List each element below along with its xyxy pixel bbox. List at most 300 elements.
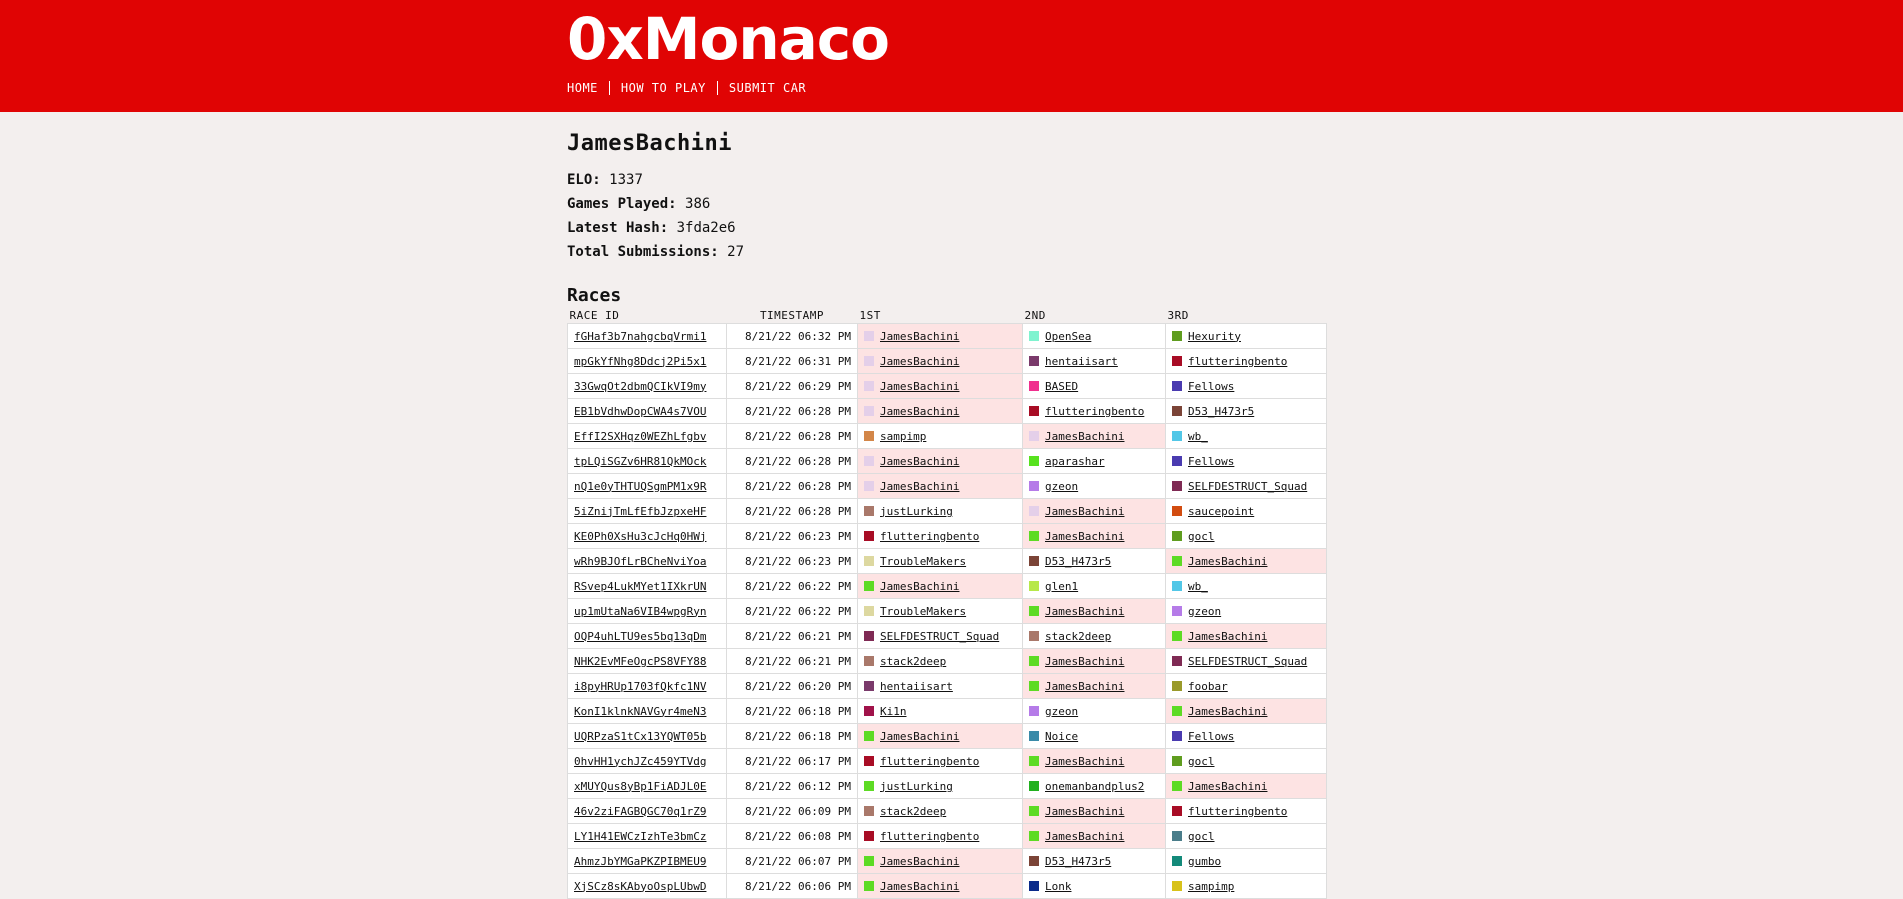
table-row xyxy=(568,624,1327,649)
player-link[interactable]: stack2deep xyxy=(880,804,947,818)
player-link[interactable]: BASED xyxy=(1045,379,1079,393)
place-first-cell xyxy=(858,874,1023,899)
player-link[interactable]: JamesBachini xyxy=(880,479,960,493)
place-first-cell xyxy=(858,324,1023,349)
table-row xyxy=(568,349,1327,374)
place-third-cell xyxy=(1166,799,1327,824)
player-link[interactable]: gocl xyxy=(1188,529,1215,543)
car-color-swatch xyxy=(1029,831,1039,841)
player-link[interactable]: JamesBachini xyxy=(880,579,960,593)
place-first-cell xyxy=(858,474,1023,499)
place-second-cell xyxy=(1023,324,1166,349)
races-table-body xyxy=(568,324,1327,899)
place-first-cell xyxy=(858,574,1023,599)
race-timestamp: 8/21/22 06:20 PM xyxy=(727,674,858,699)
stat-value: 1337 xyxy=(609,172,643,188)
place-first-cell xyxy=(858,674,1023,699)
place-first-cell xyxy=(858,824,1023,849)
car-color-swatch xyxy=(1172,706,1182,716)
player-link[interactable]: onemanbandplus2 xyxy=(1045,779,1145,793)
player-link[interactable]: flutteringbento xyxy=(1188,354,1288,368)
table-row xyxy=(568,399,1327,424)
car-color-swatch xyxy=(1172,606,1182,616)
place-second-cell xyxy=(1023,724,1166,749)
race-id-link[interactable]: 0hvHH1ychJZc459YTVdg xyxy=(574,754,707,768)
place-first-cell xyxy=(858,499,1023,524)
race-id-link[interactable]: XjSCz8sKAbyoOspLUbwD xyxy=(574,879,707,893)
place-second-cell xyxy=(1023,799,1166,824)
table-row xyxy=(568,799,1327,824)
race-id-link[interactable]: KE0Ph0XsHu3cJcHq0HWj xyxy=(574,529,707,543)
player-link[interactable]: OpenSea xyxy=(1045,329,1092,343)
car-color-swatch xyxy=(1029,631,1039,641)
nav-home-link[interactable]: HOME xyxy=(567,81,598,95)
car-color-swatch xyxy=(1172,756,1182,766)
car-color-swatch xyxy=(1172,331,1182,341)
player-link[interactable]: Noice xyxy=(1045,729,1079,743)
place-second-cell xyxy=(1023,474,1166,499)
car-color-swatch xyxy=(1029,806,1039,816)
place-second-cell xyxy=(1023,774,1166,799)
stat-latest-hash xyxy=(567,216,1337,240)
car-color-swatch xyxy=(1029,656,1039,666)
car-color-swatch xyxy=(1029,581,1039,591)
player-link[interactable]: stack2deep xyxy=(880,654,947,668)
table-row xyxy=(568,324,1327,349)
place-second-cell xyxy=(1023,549,1166,574)
player-link[interactable]: wb_ xyxy=(1188,579,1208,593)
player-link[interactable]: JamesBachini xyxy=(880,454,960,468)
race-id-link[interactable]: 46v2ziFAGBQGC70q1rZ9 xyxy=(574,804,707,818)
car-color-swatch xyxy=(864,481,874,491)
race-id-link[interactable]: nQ1e0yTHTUQSgmPM1x9R xyxy=(574,479,707,493)
car-color-swatch xyxy=(1172,356,1182,366)
car-color-swatch xyxy=(864,331,874,341)
site-header xyxy=(0,0,1903,112)
player-link[interactable]: justLurking xyxy=(880,504,953,518)
player-link[interactable]: SELFDESTRUCT_Squad xyxy=(1188,479,1308,493)
table-row xyxy=(568,724,1327,749)
stat-label: Latest Hash: xyxy=(567,220,669,236)
race-id-link[interactable]: 5iZnijTmLfEfbJzpxeHF xyxy=(574,504,707,518)
player-link[interactable]: TroubleMakers xyxy=(880,554,967,568)
place-second-cell xyxy=(1023,349,1166,374)
car-color-swatch xyxy=(864,581,874,591)
race-timestamp: 8/21/22 06:23 PM xyxy=(727,549,858,574)
car-color-swatch xyxy=(864,656,874,666)
player-link[interactable]: JamesBachini xyxy=(880,854,960,868)
car-color-swatch xyxy=(1029,481,1039,491)
stat-label: ELO: xyxy=(567,172,601,188)
race-timestamp: 8/21/22 06:28 PM xyxy=(727,424,858,449)
table-row xyxy=(568,599,1327,624)
race-id-cell xyxy=(568,674,727,699)
player-link[interactable]: gzeon xyxy=(1188,604,1222,618)
race-id-cell xyxy=(568,449,727,474)
car-color-swatch xyxy=(1172,531,1182,541)
place-third-cell xyxy=(1166,424,1327,449)
race-timestamp: 8/21/22 06:07 PM xyxy=(727,849,858,874)
car-color-swatch xyxy=(1172,656,1182,666)
place-third-cell xyxy=(1166,674,1327,699)
player-link[interactable]: hentaiisart xyxy=(880,679,953,693)
player-link[interactable]: glen1 xyxy=(1045,579,1079,593)
place-first-cell xyxy=(858,449,1023,474)
race-timestamp: 8/21/22 06:18 PM xyxy=(727,699,858,724)
place-second-cell xyxy=(1023,674,1166,699)
race-id-link[interactable]: OQP4uhLTU9es5bq13qDm xyxy=(574,629,707,643)
place-first-cell xyxy=(858,774,1023,799)
race-id-cell xyxy=(568,374,727,399)
place-first-cell xyxy=(858,349,1023,374)
race-timestamp: 8/21/22 06:29 PM xyxy=(727,374,858,399)
car-color-swatch xyxy=(1029,456,1039,466)
place-third-cell xyxy=(1166,824,1327,849)
player-link[interactable]: wb_ xyxy=(1188,429,1208,443)
race-id-cell xyxy=(568,749,727,774)
place-third-cell xyxy=(1166,399,1327,424)
place-first-cell xyxy=(858,399,1023,424)
player-link[interactable]: JamesBachini xyxy=(1188,779,1268,793)
car-color-swatch xyxy=(1029,406,1039,416)
place-second-cell xyxy=(1023,624,1166,649)
race-timestamp: 8/21/22 06:09 PM xyxy=(727,799,858,824)
car-color-swatch xyxy=(1172,406,1182,416)
place-second-cell xyxy=(1023,599,1166,624)
car-color-swatch xyxy=(1172,806,1182,816)
car-color-swatch xyxy=(1029,881,1039,891)
player-link[interactable]: JamesBachini xyxy=(1045,604,1125,618)
stat-value: 386 xyxy=(685,196,711,212)
race-id-cell xyxy=(568,624,727,649)
place-third-cell xyxy=(1166,449,1327,474)
place-third-cell xyxy=(1166,474,1327,499)
main-nav xyxy=(567,81,1335,95)
player-link[interactable]: gocl xyxy=(1188,829,1215,843)
place-third-cell xyxy=(1166,874,1327,899)
page-title: JamesBachini xyxy=(567,131,732,156)
player-link[interactable]: JamesBachini xyxy=(1045,829,1125,843)
player-link[interactable]: JamesBachini xyxy=(1045,429,1125,443)
table-row xyxy=(568,649,1327,674)
place-third-cell xyxy=(1166,849,1327,874)
stat-label: Total Submissions: xyxy=(567,244,719,260)
player-link[interactable]: gzeon xyxy=(1045,704,1079,718)
player-link[interactable]: JamesBachini xyxy=(1045,679,1125,693)
player-link[interactable]: gocl xyxy=(1188,754,1215,768)
car-color-swatch xyxy=(864,556,874,566)
player-link[interactable]: JamesBachini xyxy=(1045,754,1125,768)
place-second-cell xyxy=(1023,824,1166,849)
place-first-cell xyxy=(858,699,1023,724)
col-header-2nd: 2ND xyxy=(1024,309,1046,322)
site-logo[interactable]: 0xMonaco xyxy=(567,5,889,73)
player-link[interactable]: JamesBachini xyxy=(880,729,960,743)
race-id-cell xyxy=(568,724,727,749)
race-id-link[interactable]: NHK2EvMFeOgcPS8VFY88 xyxy=(574,654,707,668)
car-color-swatch xyxy=(1172,631,1182,641)
stat-elo xyxy=(567,168,1337,192)
race-id-link[interactable]: LY1H41EWCzIzhTe3bmCz xyxy=(574,829,707,843)
car-color-swatch xyxy=(1172,681,1182,691)
place-first-cell xyxy=(858,549,1023,574)
place-first-cell xyxy=(858,424,1023,449)
races-heading: Races xyxy=(567,285,622,306)
car-color-swatch xyxy=(1172,431,1182,441)
place-first-cell xyxy=(858,599,1023,624)
player-link[interactable]: SELFDESTRUCT_Squad xyxy=(1188,654,1308,668)
place-second-cell xyxy=(1023,524,1166,549)
car-color-swatch xyxy=(1029,756,1039,766)
race-timestamp: 8/21/22 06:17 PM xyxy=(727,749,858,774)
car-color-swatch xyxy=(1029,781,1039,791)
stat-total-submissions xyxy=(567,240,1337,264)
car-color-swatch xyxy=(1172,881,1182,891)
player-link[interactable]: JamesBachini xyxy=(1188,704,1268,718)
race-id-cell xyxy=(568,699,727,724)
car-color-swatch xyxy=(864,706,874,716)
car-color-swatch xyxy=(1029,556,1039,566)
car-color-swatch xyxy=(1029,856,1039,866)
race-timestamp: 8/21/22 06:06 PM xyxy=(727,874,858,899)
place-second-cell xyxy=(1023,749,1166,774)
race-timestamp: 8/21/22 06:28 PM xyxy=(727,499,858,524)
car-color-swatch xyxy=(1172,781,1182,791)
player-link[interactable]: JamesBachini xyxy=(880,379,960,393)
race-id-link[interactable]: AhmzJbYMGaPKZPIBMEU9 xyxy=(574,854,707,868)
race-id-link[interactable]: xMUYQus8yBp1FiADJL0E xyxy=(574,779,707,793)
car-color-swatch xyxy=(1172,831,1182,841)
car-color-swatch xyxy=(1029,706,1039,716)
races-table xyxy=(567,308,1327,899)
race-timestamp: 8/21/22 06:28 PM xyxy=(727,449,858,474)
car-color-swatch xyxy=(864,606,874,616)
race-id-cell xyxy=(568,774,727,799)
player-link[interactable]: JamesBachini xyxy=(1188,629,1268,643)
player-link[interactable]: flutteringbento xyxy=(880,754,980,768)
player-link[interactable]: flutteringbento xyxy=(1188,804,1288,818)
race-id-cell xyxy=(568,549,727,574)
player-link[interactable]: Lonk xyxy=(1045,879,1072,893)
place-first-cell xyxy=(858,849,1023,874)
car-color-swatch xyxy=(1029,731,1039,741)
player-link[interactable]: D53_H473r5 xyxy=(1045,554,1112,568)
place-first-cell xyxy=(858,799,1023,824)
player-link[interactable]: JamesBachini xyxy=(1045,654,1125,668)
car-color-swatch xyxy=(864,806,874,816)
place-third-cell xyxy=(1166,749,1327,774)
car-color-swatch xyxy=(864,506,874,516)
car-color-swatch xyxy=(1029,606,1039,616)
car-color-swatch xyxy=(1172,556,1182,566)
race-timestamp: 8/21/22 06:28 PM xyxy=(727,399,858,424)
player-link[interactable]: JamesBachini xyxy=(880,329,960,343)
car-color-swatch xyxy=(1029,356,1039,366)
col-header-1st: 1ST xyxy=(859,309,881,322)
place-second-cell xyxy=(1023,374,1166,399)
car-color-swatch xyxy=(864,356,874,366)
race-id-link[interactable]: KonI1klnkNAVGyr4meN3 xyxy=(574,704,707,718)
race-timestamp: 8/21/22 06:08 PM xyxy=(727,824,858,849)
race-id-link[interactable]: RSvep4LukMYet1IXkrUN xyxy=(574,579,707,593)
player-link[interactable]: Ki1n xyxy=(880,704,907,718)
col-header-race-id: RACE ID xyxy=(569,309,620,322)
player-link[interactable]: JamesBachini xyxy=(1045,804,1125,818)
race-id-cell xyxy=(568,349,727,374)
race-id-cell xyxy=(568,424,727,449)
race-timestamp: 8/21/22 06:21 PM xyxy=(727,624,858,649)
table-row xyxy=(568,424,1327,449)
race-id-cell xyxy=(568,824,727,849)
car-color-swatch xyxy=(1029,331,1039,341)
place-third-cell xyxy=(1166,574,1327,599)
table-row xyxy=(568,824,1327,849)
race-id-link[interactable]: EB1bVdhwDopCWA4s7VOU xyxy=(574,404,707,418)
player-link[interactable]: hentaiisart xyxy=(1045,354,1118,368)
place-third-cell xyxy=(1166,599,1327,624)
race-timestamp: 8/21/22 06:31 PM xyxy=(727,349,858,374)
place-second-cell xyxy=(1023,449,1166,474)
place-third-cell xyxy=(1166,699,1327,724)
car-color-swatch xyxy=(864,731,874,741)
race-id-link[interactable]: i8pyHRUp1703fQkfc1NV xyxy=(574,679,707,693)
place-third-cell xyxy=(1166,549,1327,574)
race-id-cell xyxy=(568,849,727,874)
place-first-cell xyxy=(858,374,1023,399)
race-id-link[interactable]: 33GwqOt2dbmQCIkVI9my xyxy=(574,379,707,393)
player-link[interactable]: sampimp xyxy=(880,429,927,443)
car-color-swatch xyxy=(1172,856,1182,866)
table-row xyxy=(568,549,1327,574)
place-first-cell xyxy=(858,749,1023,774)
race-id-link[interactable]: wRh9BJOfLrBCheNviYoa xyxy=(574,554,707,568)
player-link[interactable]: flutteringbento xyxy=(880,829,980,843)
player-link[interactable]: foobar xyxy=(1188,679,1228,693)
car-color-swatch xyxy=(864,456,874,466)
stat-label: Games Played: xyxy=(567,196,677,212)
race-timestamp: 8/21/22 06:28 PM xyxy=(727,474,858,499)
race-timestamp: 8/21/22 06:12 PM xyxy=(727,774,858,799)
race-id-cell xyxy=(568,649,727,674)
player-link[interactable]: JamesBachini xyxy=(1045,504,1125,518)
player-link[interactable]: JamesBachini xyxy=(1188,554,1268,568)
race-id-cell xyxy=(568,474,727,499)
place-second-cell xyxy=(1023,424,1166,449)
player-link[interactable]: flutteringbento xyxy=(880,529,980,543)
player-link[interactable]: JamesBachini xyxy=(880,879,960,893)
player-link[interactable]: Hexurity xyxy=(1188,329,1241,343)
player-link[interactable]: Fellows xyxy=(1188,454,1235,468)
race-timestamp: 8/21/22 06:18 PM xyxy=(727,724,858,749)
table-row xyxy=(568,749,1327,774)
race-id-cell xyxy=(568,599,727,624)
header-inner xyxy=(567,0,1335,95)
car-color-swatch xyxy=(864,781,874,791)
race-timestamp: 8/21/22 06:23 PM xyxy=(727,524,858,549)
race-id-link[interactable]: UQRPzaS1tCx13YQWT05b xyxy=(574,729,707,743)
table-row xyxy=(568,674,1327,699)
nav-how-to-play-link[interactable]: HOW TO PLAY xyxy=(609,81,717,95)
player-link[interactable]: JamesBachini xyxy=(880,404,960,418)
nav-submit-car-link[interactable]: SUBMIT CAR xyxy=(717,81,817,95)
player-link[interactable]: gzeon xyxy=(1045,479,1079,493)
place-second-cell xyxy=(1023,849,1166,874)
race-id-link[interactable]: fGHaf3b7nahgcbqVrmi1 xyxy=(574,329,707,343)
player-link[interactable]: JamesBachini xyxy=(1045,529,1125,543)
car-color-swatch xyxy=(1172,581,1182,591)
player-link[interactable]: Fellows xyxy=(1188,379,1235,393)
player-link[interactable]: JamesBachini xyxy=(880,354,960,368)
place-third-cell xyxy=(1166,499,1327,524)
car-color-swatch xyxy=(864,856,874,866)
race-id-link[interactable]: tpLQiSGZv6HR81QkMOck xyxy=(574,454,707,468)
player-link[interactable]: TroubleMakers xyxy=(880,604,967,618)
player-link[interactable]: saucepoint xyxy=(1188,504,1255,518)
place-second-cell xyxy=(1023,649,1166,674)
place-third-cell xyxy=(1166,374,1327,399)
race-id-cell xyxy=(568,399,727,424)
car-color-swatch xyxy=(864,881,874,891)
col-header-timestamp: TIMESTAMP xyxy=(759,309,825,322)
player-link[interactable]: stack2deep xyxy=(1045,629,1112,643)
table-row xyxy=(568,499,1327,524)
car-color-swatch xyxy=(864,681,874,691)
table-row xyxy=(568,474,1327,499)
place-second-cell xyxy=(1023,574,1166,599)
race-id-cell xyxy=(568,324,727,349)
player-link[interactable]: aparashar xyxy=(1045,454,1105,468)
place-third-cell xyxy=(1166,324,1327,349)
place-first-cell xyxy=(858,524,1023,549)
player-link[interactable]: flutteringbento xyxy=(1045,404,1145,418)
stat-value: 3fda2e6 xyxy=(676,220,736,236)
race-id-link[interactable]: up1mUtaNa6VIB4wpgRyn xyxy=(574,604,707,618)
car-color-swatch xyxy=(1029,531,1039,541)
place-second-cell xyxy=(1023,874,1166,899)
player-link[interactable]: justLurking xyxy=(880,779,953,793)
car-color-swatch xyxy=(864,406,874,416)
race-timestamp: 8/21/22 06:21 PM xyxy=(727,649,858,674)
player-link[interactable]: sampimp xyxy=(1188,879,1235,893)
place-first-cell xyxy=(858,724,1023,749)
race-id-link[interactable]: mpGkYfNhg8Ddcj2Pi5x1 xyxy=(574,354,707,368)
car-color-swatch xyxy=(864,531,874,541)
race-id-link[interactable]: EffI2SXHqz0WEZhLfgbv xyxy=(574,429,707,443)
player-link[interactable]: D53_H473r5 xyxy=(1188,404,1255,418)
player-link[interactable]: D53_H473r5 xyxy=(1045,854,1112,868)
player-link[interactable]: Fellows xyxy=(1188,729,1235,743)
races-table-header xyxy=(568,308,1327,324)
race-id-cell xyxy=(568,574,727,599)
place-second-cell xyxy=(1023,699,1166,724)
car-color-swatch xyxy=(1172,481,1182,491)
player-link[interactable]: SELFDESTRUCT_Squad xyxy=(880,629,1000,643)
place-second-cell xyxy=(1023,499,1166,524)
car-color-swatch xyxy=(864,756,874,766)
place-first-cell xyxy=(858,649,1023,674)
table-row xyxy=(568,874,1327,899)
race-id-cell xyxy=(568,499,727,524)
place-third-cell xyxy=(1166,349,1327,374)
table-row xyxy=(568,374,1327,399)
car-color-swatch xyxy=(1172,456,1182,466)
race-timestamp: 8/21/22 06:22 PM xyxy=(727,599,858,624)
place-second-cell xyxy=(1023,399,1166,424)
race-id-cell xyxy=(568,524,727,549)
table-row xyxy=(568,524,1327,549)
player-link[interactable]: gumbo xyxy=(1188,854,1222,868)
place-third-cell xyxy=(1166,724,1327,749)
